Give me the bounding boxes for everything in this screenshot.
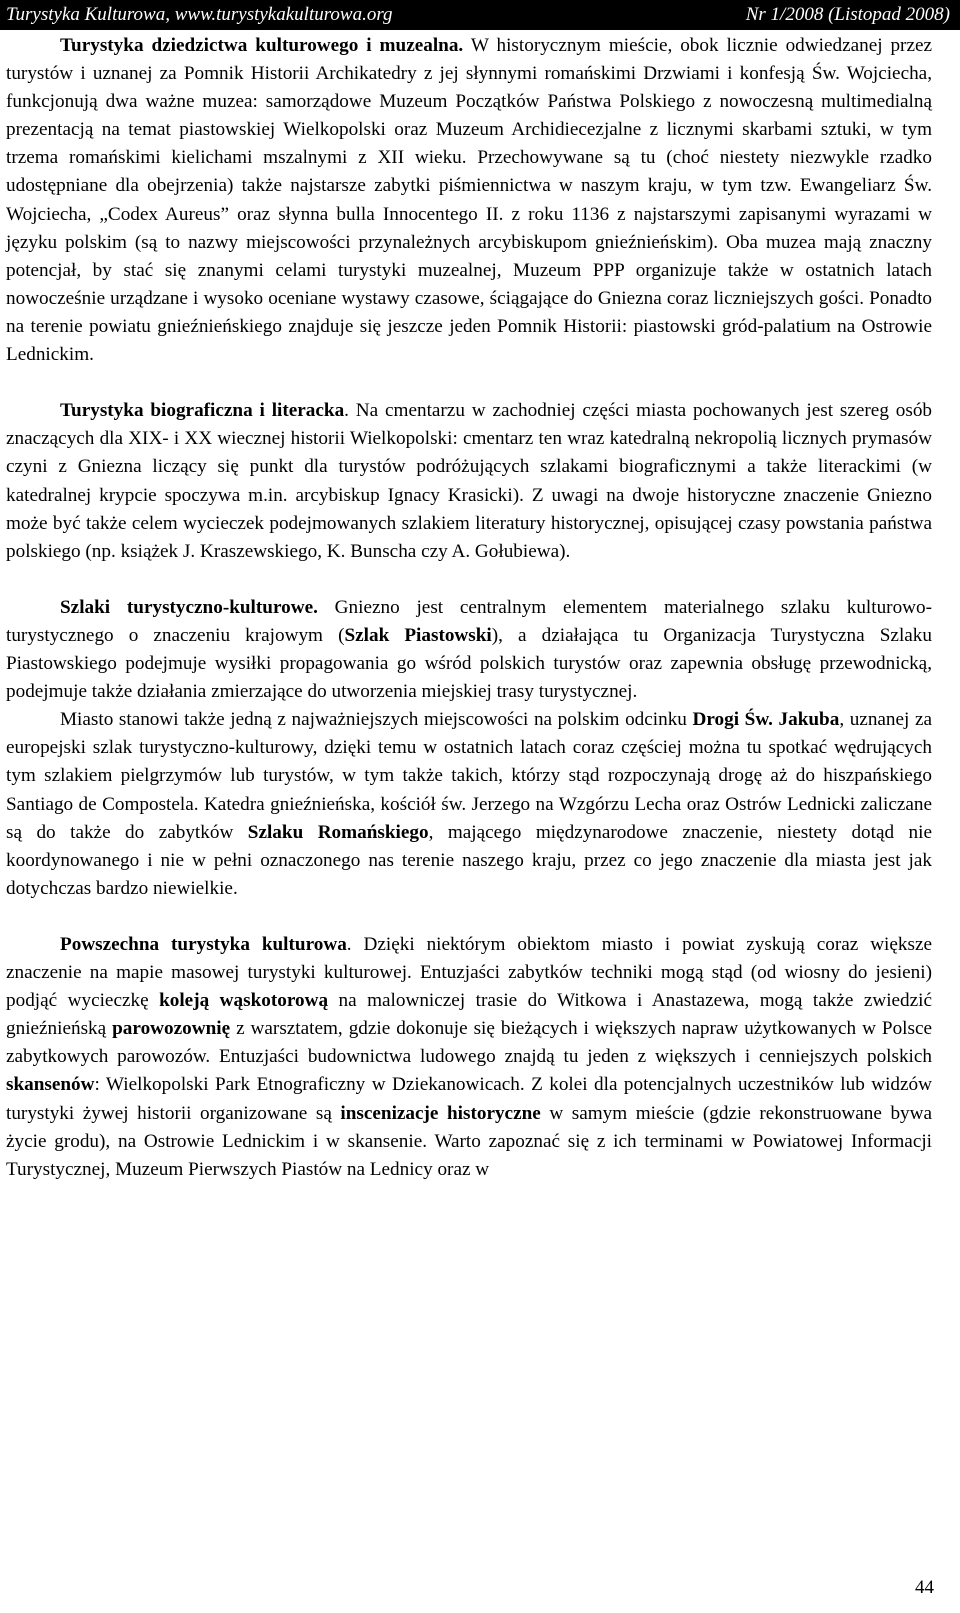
paragraph-text: : Wielkopolski Park Etnograficzny w Dziekanowicach. Z kolei dla potencjalnych uczestników lub widzów turystyki żywej historii organizowane są [6,1074,932,1124]
section-heading-routes: Szlaki turystyczno-kulturowe. [60,596,318,618]
paragraph-text: ), a działająca tu Organizacja Turystyczna Szlaku Piastowskiego podejmuje wysiłki propagowania go wśród polskich turystów oraz zapewnia obsługę przewodnicką, podejmuje także działania zmierzające do utworzenia miejskiej trasy turystycznej. [6,624,932,703]
page-header [0,0,960,30]
page-number: 44 [915,1577,934,1598]
bold-term: koleją wąskotorową [159,990,329,1012]
bold-term: parowozownię [112,1018,231,1040]
paragraph-text: na malowniczej trasie do Witkowa i Anastazewa, mogą także zwiedzić gnieźnieńską [6,990,932,1040]
journal-title: Turystyka Kulturowa, www.turystykakulturowa.org [6,4,393,25]
paragraph-text: . Dzięki niektórym obiektom miasto i powiat zyskują coraz większe znaczenie na mapie masowej turystyki kulturowej. Entuzjaści zabytków techniki mogą stąd (od wiosny do jesieni) podjąć wycieczkę [6,934,932,1012]
section-heading-heritage: Turystyka dziedzictwa kulturowego i muzealna. [60,35,464,56]
paragraph-text: , uznanej za europejski szlak turystyczno-kulturowy, dzięki temu w ostatnich latach coraz częściej można tu spotkać wędrujących tym szlakiem pielgrzymów lub turystów, w tym także takich, którzy stąd rozpoczynają drogę aż do hiszpańskiego Santiago de Compostela. Katedra gnieźnieńska, kościół św. Jerzego na Wzgórzu Lecha oraz Ostrów Lednicki zaliczane są do także do zabytków [6,709,932,843]
paragraph-text: z warsztatem, gdzie dokonuje się bieżących i większych napraw użytkowanych w Polsce zabytkowych parowozów. Entuzjaści budownictwa ludowego znajdą tu jeden z większych i cenniejszych polskich [6,1018,932,1068]
article-body [6,32,932,1184]
paragraph-text: w samym mieście (gdzie rekonstruowane bywa życie grodu), na Ostrowie Lednickim i w skansenie. Warto zapoznać się z ich terminami w Powiatowej Informacji Turystycznej, Muzeum Pierwszych Piastów na Lednicy oraz w [6,1102,933,1180]
paragraph-text: Miasto stanowi także jedną z najważniejszych miejscowości na polskim odcinku [60,709,693,731]
paragraph-biographical-tourism [6,397,932,566]
paragraph-heritage-tourism [6,32,932,369]
bold-term: Szlak Piastowski [344,624,492,646]
paragraph-cultural-routes [6,594,932,706]
bold-term: inscenizacje historyczne [340,1102,541,1124]
paragraph-text: . Na cmentarzu w zachodniej części miasta pochowanych jest szereg osób znaczących dla XIX- i XX wiecznej historii Wielkopolski: cmentarz ten wraz katedralną nekropolią licznych prymasów czyni z Gniezna liczący się punkt dla turystów podróżujących szlakami biograficznymi a także literackimi (w katedralnej krypcie spoczywa m.in. arcybiskup Ignacy Krasicki). Z uwagi na dwoje historyczne znaczenie Gniezno może być także celem wycieczek podejmowanych szlakiem literatury historycznej, opisującej czasy powstania państwa polskiego (np. książek J. Kraszewskiego, K. Bunscha czy A. Gołubiewa). [6,400,933,562]
bold-term: skansenów [6,1074,95,1096]
section-heading-mass-tourism: Powszechna turystyka kulturowa [60,934,347,955]
paragraph-way-of-st-james [6,706,932,903]
paragraph-mass-cultural-tourism [6,931,932,1184]
paragraph-text: Gniezno jest centralnym elementem materialnego szlaku kulturowo-turystycznego o znaczeniu krajowym ( [6,596,933,646]
bold-term: Drogi Św. Jakuba [692,709,840,731]
issue-number: Nr 1/2008 (Listopad 2008) [745,4,950,25]
bold-term: Szlaku Romańskiego [247,821,429,843]
paragraph-text: W historycznym mieście, obok licznie odwiedzanej przez turystów i uznanej za Pomnik Historii Archikatedry z jej słynnymi romańskimi Drzwiami i konfesją Św. Wojciecha, funkcjonują dwa ważne muzea: samorządowe Muzeum Początków Państwa Polskiego z nowoczesną multimedialną prezentacją na temat piastowskiej Wielkopolski oraz Muzeum Archidiecezjalne z licznymi skarbami sztuki, w tym trzema romańskimi kielichami mszalnymi z XII wieku. Przechowywane są tu (choć niestety niezwykle rzadko udostępniane dla obejrzenia) także najstarsze zabytki piśmiennictwa w naszym kraju, w tym tzw. Ewangeliarz Św. Wojciecha, „Codex Aureus” oraz słynna bulla Innocentego II. z roku 1136 z najstarszymi zapisanymi wyrazami w języku polskim (są to nazwy miejscowości przynależnych arcybiskupom gnieźnieńskim). Oba muzea mają znaczny potencjał, by stać się znanymi celami turystyki muzealnej, Muzeum PPP organizuje także w ostatnich latach nowocześnie urządzane i wysoko oceniane wystawy czasowe, ściągające do Gniezna coraz liczniejszych gości. Ponadto na terenie powiatu gnieźnieńskiego znajduje się jeszcze jeden Pomnik Historii: piastowski gród-palatium na Ostrowie Lednickim. [6,35,932,366]
section-heading-biographical: Turystyka biograficzna i literacka [60,400,345,422]
paragraph-text: , mającego międzynarodowe znaczenie, niestety dotąd nie koordynowanego i nie w pełni oznaczonego nas terenie naszego kraju, przez co jego znaczenie dla miasta jest jak dotychczas bardzo niewielkie. [6,821,932,899]
